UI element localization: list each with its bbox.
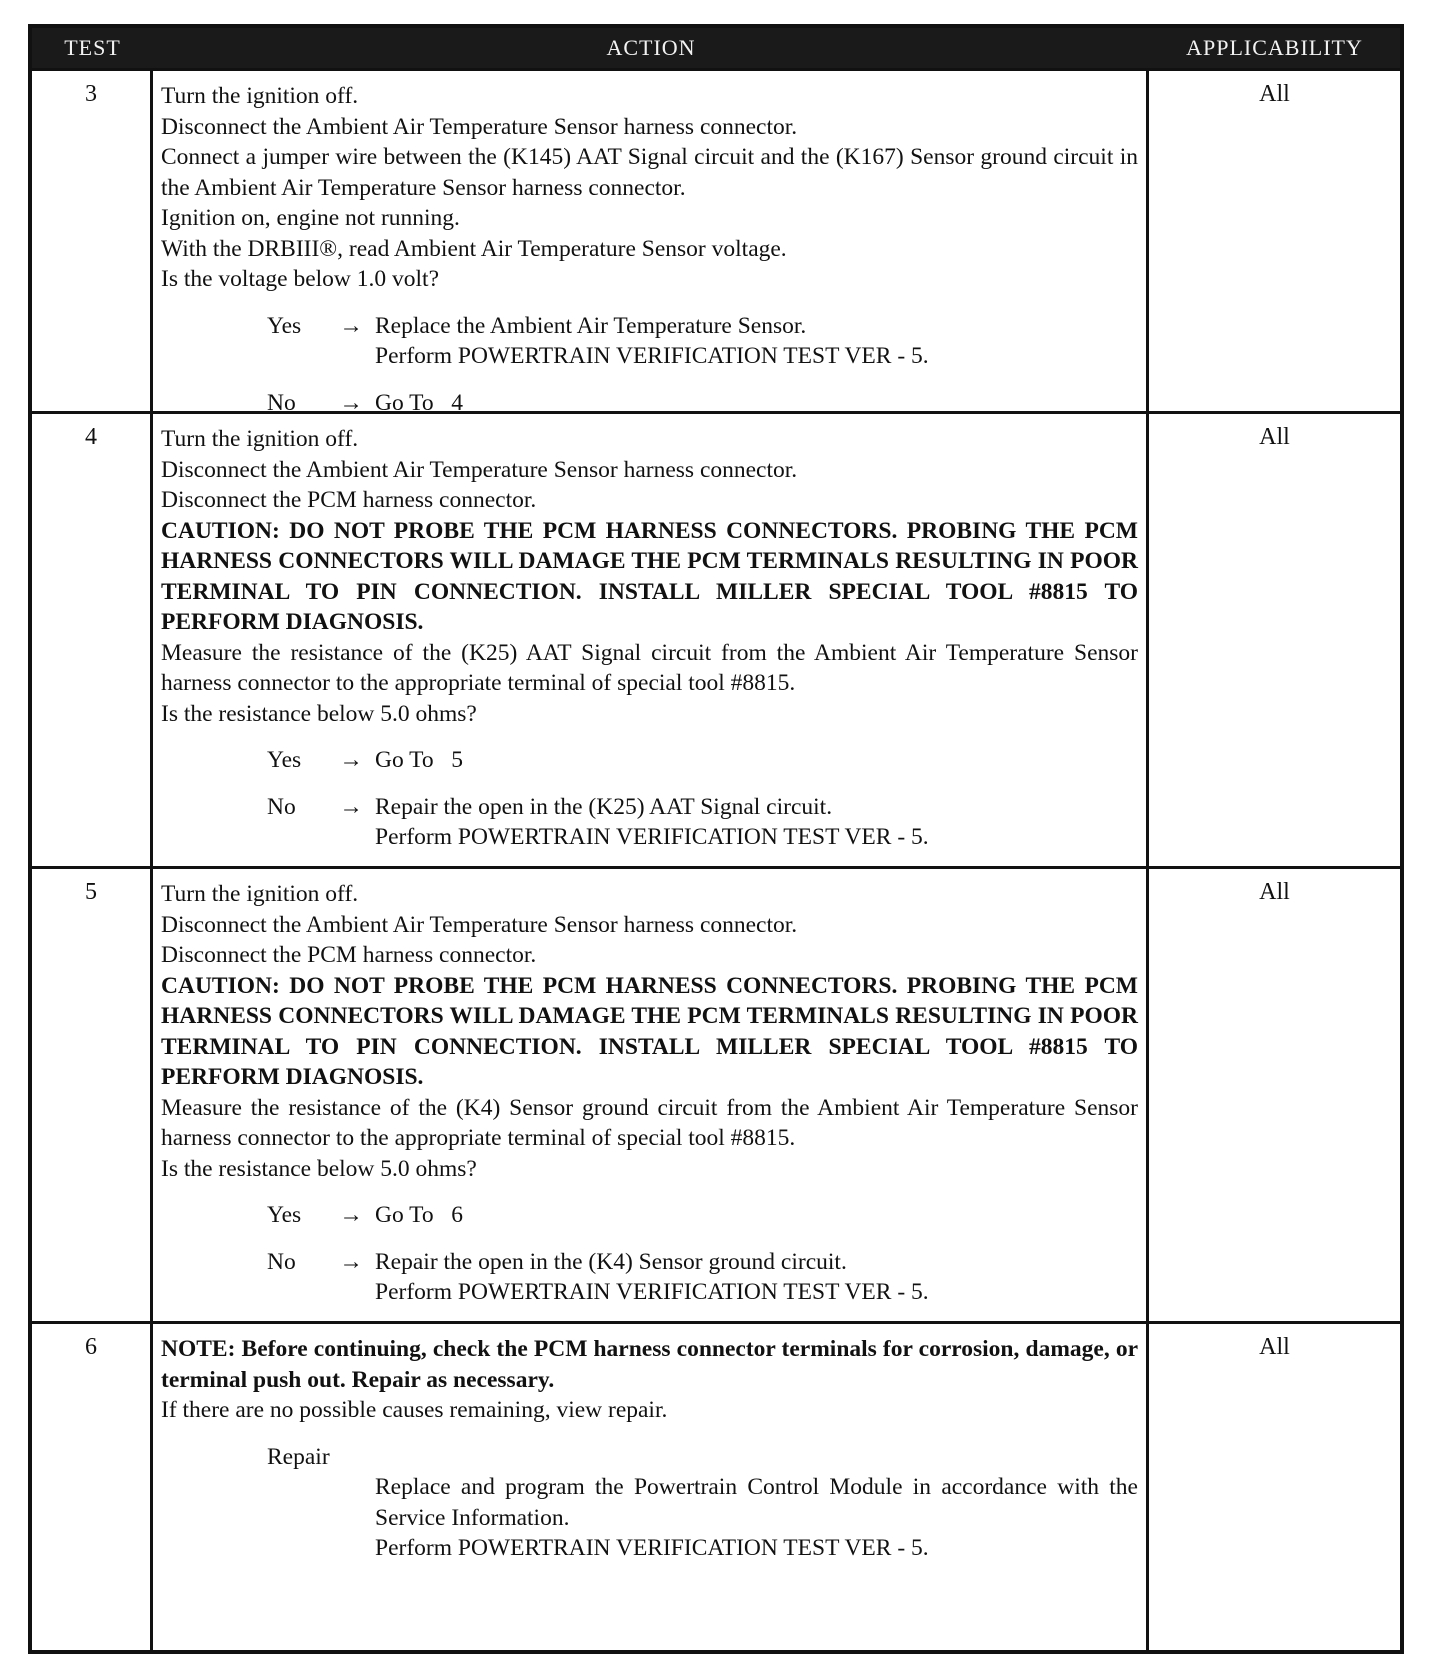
no-label: No xyxy=(267,793,296,820)
applicability-cell: All xyxy=(1259,424,1290,450)
no-result xyxy=(375,792,1138,853)
yes-label: Yes xyxy=(267,747,302,773)
test-number: 5 xyxy=(32,869,153,1321)
arrow-icon: → xyxy=(339,793,363,820)
action-line: Turn the ignition off. xyxy=(161,83,359,109)
arrow-icon: → xyxy=(339,1202,363,1228)
table-row xyxy=(32,866,1400,1321)
yes-choice xyxy=(161,1200,1138,1231)
result-line: Repair the open in the (K4) Sensor ground circuit. xyxy=(375,1248,847,1275)
action-line: With the DRBIII®, read Ambient Air Temperature Sensor voltage. xyxy=(161,235,787,262)
yes-result: Go To 5 xyxy=(375,747,464,773)
no-result: Go To 4 xyxy=(375,389,464,416)
header-applicability: APPLICABILITY xyxy=(1186,35,1363,60)
no-label: No xyxy=(267,389,296,416)
action-line: Disconnect the PCM harness connector. xyxy=(161,487,537,513)
action-question: Is the voltage below 1.0 volt? xyxy=(161,266,440,292)
yes-result xyxy=(375,311,1138,372)
action-line: Disconnect the Ambient Air Temperature Sensor harness connector. xyxy=(161,113,798,140)
result-line: Repair the open in the (K25) AAT Signal circuit. xyxy=(375,793,833,820)
action-line: Turn the ignition off. xyxy=(161,881,359,907)
applicability-cell: All xyxy=(1259,1334,1290,1360)
yes-result: Go To 6 xyxy=(375,1202,464,1228)
applicability-cell: All xyxy=(1259,81,1290,107)
test-number: 6 xyxy=(32,1324,153,1651)
measure-text: Measure the resistance of the (K4) Sensor ground circuit from the Ambient Air Temperature Sensor harness connector to the appropriate terminal of special tool #8815. xyxy=(161,1094,1138,1151)
test-number: 3 xyxy=(32,71,153,411)
diagnostic-table xyxy=(28,24,1404,1654)
yes-choice xyxy=(161,745,1138,776)
header-action: ACTION xyxy=(606,35,696,60)
yes-label: Yes xyxy=(267,312,302,339)
action-line: Disconnect the PCM harness connector. xyxy=(161,942,537,968)
test-number: 4 xyxy=(32,414,153,866)
action-question: Is the resistance below 5.0 ohms? xyxy=(161,700,477,727)
arrow-icon: → xyxy=(339,312,363,339)
action-line: Disconnect the Ambient Air Temperature Sensor harness connector. xyxy=(161,456,798,483)
action-line: Ignition on, engine not running. xyxy=(161,205,460,231)
no-label: No xyxy=(267,1248,296,1275)
table-header xyxy=(32,28,1400,68)
table-row xyxy=(32,1321,1400,1651)
applicability-cell: All xyxy=(1259,879,1290,905)
measure-text: Measure the resistance of the (K25) AAT Signal circuit from the Ambient Air Temperature Sensor harness connector to the appropriate terminal of special tool #8815. xyxy=(161,639,1138,696)
action-cell xyxy=(153,71,1149,416)
action-line: Turn the ignition off. xyxy=(161,426,359,452)
action-question: Is the resistance below 5.0 ohms? xyxy=(161,1155,477,1182)
table-row xyxy=(32,68,1400,416)
arrow-icon: → xyxy=(339,1248,363,1275)
action-cell xyxy=(153,414,1149,866)
repair-text: Perform POWERTRAIN VERIFICATION TEST VER - 5. xyxy=(375,1535,929,1561)
no-choice xyxy=(161,792,1138,853)
action-cell xyxy=(153,869,1149,1321)
table-row xyxy=(32,411,1400,866)
action-line: If there are no possible causes remaining, view repair. xyxy=(161,1397,668,1423)
yes-label: Yes xyxy=(267,1202,302,1228)
action-cell xyxy=(153,1324,1149,1651)
repair-label: Repair xyxy=(267,1443,330,1470)
caution-text: CAUTION: DO NOT PROBE THE PCM HARNESS CONNECTORS. PROBING THE PCM HARNESS CONNECTORS WILL DAMAGE THE PCM TERMINALS RESULTING IN POOR TERMINAL TO PIN CONNECTION. INSTALL MILLER SPECIAL TOOL #8815 TO PERFORM DIAGNOSIS. xyxy=(161,972,1138,1090)
no-choice xyxy=(161,1247,1138,1308)
note-text: NOTE: Before continuing, check the PCM harness connector terminals for corrosion, damage, or terminal push out. Repair as necessary. xyxy=(161,1336,1138,1393)
action-line: Disconnect the Ambient Air Temperature Sensor harness connector. xyxy=(161,911,798,938)
action-line: Connect a jumper wire between the (K145) AAT Signal circuit and the (K167) Sensor ground circuit in the Ambient Air Temperature Sensor harness connector. xyxy=(161,144,1138,201)
arrow-icon: → xyxy=(339,747,363,773)
caution-text: CAUTION: DO NOT PROBE THE PCM HARNESS CONNECTORS. PROBING THE PCM HARNESS CONNECTORS WILL DAMAGE THE PCM TERMINALS RESULTING IN POOR TERMINAL TO PIN CONNECTION. INSTALL MILLER SPECIAL TOOL #8815 TO PERFORM DIAGNOSIS. xyxy=(161,517,1138,635)
result-line: Perform POWERTRAIN VERIFICATION TEST VER - 5. xyxy=(375,1279,929,1305)
result-line: Perform POWERTRAIN VERIFICATION TEST VER - 5. xyxy=(375,824,929,850)
no-result xyxy=(375,1247,1138,1308)
repair-text: Replace and program the Powertrain Control Module in accordance with the Service Information. xyxy=(375,1474,1138,1531)
result-line: Perform POWERTRAIN VERIFICATION TEST VER - 5. xyxy=(375,343,929,369)
header-test: TEST xyxy=(64,35,121,60)
result-line: Replace the Ambient Air Temperature Sensor. xyxy=(375,312,807,339)
yes-choice xyxy=(161,311,1138,372)
arrow-icon: → xyxy=(339,389,363,416)
